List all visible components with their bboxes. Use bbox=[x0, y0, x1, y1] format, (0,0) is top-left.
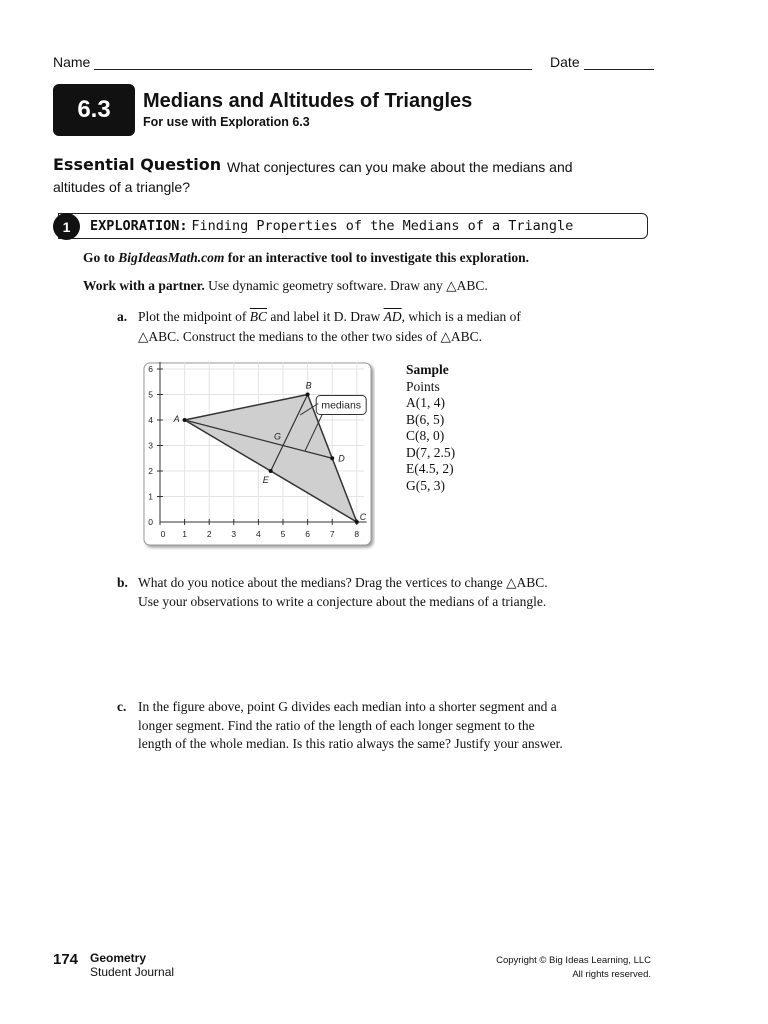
y-tick-label: 6 bbox=[148, 364, 153, 374]
date-line[interactable] bbox=[584, 55, 654, 70]
x-tick-label: 0 bbox=[160, 529, 166, 539]
x-tick-label: 1 bbox=[182, 529, 187, 539]
part-c-line3: length of the whole median. Is this ratio always the same? Justify your answer. bbox=[138, 736, 563, 751]
name-label: Name bbox=[53, 54, 91, 70]
part-b-line2: Use your observations to write a conjecture about the medians of a triangle. bbox=[138, 594, 547, 609]
segment-bc: $\overline{BC}$ bbox=[249, 309, 268, 324]
work-bold: Work with a partner. bbox=[83, 278, 205, 293]
part-c-line1: In the figure above, point G divides each median into a shorter segment and a bbox=[138, 699, 557, 714]
lesson-subtitle: For use with Exploration 6.3 bbox=[143, 115, 310, 129]
name-date-row bbox=[53, 54, 654, 70]
lesson-number-badge: 6.3 bbox=[53, 84, 135, 136]
point-label-c: C bbox=[359, 512, 367, 522]
y-tick-label: 5 bbox=[148, 389, 153, 400]
x-tick-label: 4 bbox=[256, 529, 261, 539]
essential-question-text: What conjectures can you make about the medians and altitudes of a triangle? bbox=[53, 159, 573, 195]
point-b bbox=[306, 393, 310, 397]
sample-point: E(4.5, 2) bbox=[406, 461, 454, 476]
x-tick-label: 8 bbox=[354, 529, 360, 539]
book-title bbox=[90, 951, 174, 979]
copyright bbox=[496, 954, 651, 982]
part-b-letter: b. bbox=[117, 575, 128, 590]
segment-ad: $\overline{AD}$ bbox=[383, 309, 402, 324]
book-subname: Student Journal bbox=[90, 965, 175, 979]
point-label-a: A bbox=[173, 414, 180, 424]
book-name: Geometry bbox=[90, 951, 147, 965]
point-label-d: D bbox=[338, 453, 345, 464]
point-c bbox=[355, 520, 359, 524]
sample-heading: Sample bbox=[406, 362, 449, 377]
sample-point: C(8, 0) bbox=[406, 428, 445, 443]
sample-point: G(5, 3) bbox=[406, 477, 445, 493]
part-c-line2: longer segment. Find the ratio of the length of each longer segment to the bbox=[138, 718, 535, 733]
name-line[interactable] bbox=[94, 55, 532, 70]
x-tick-label: 7 bbox=[329, 529, 335, 539]
site-link[interactable]: BigIdeasMath.com bbox=[118, 250, 225, 265]
y-tick-label: 1 bbox=[148, 491, 153, 502]
x-tick-label: 2 bbox=[206, 529, 212, 539]
part-a-line2: △ABC. Construct the medians to the other two sides of △ABC. bbox=[138, 329, 482, 344]
point-label-e: E bbox=[262, 475, 269, 485]
point-a bbox=[183, 418, 187, 422]
essential-question-label: Essential Question bbox=[53, 155, 222, 174]
y-tick-label: 4 bbox=[148, 415, 153, 425]
part-a-letter: a. bbox=[117, 309, 128, 324]
copyright-line: Copyright © Big Ideas Learning, LLC bbox=[496, 955, 651, 966]
exploration-number: 1 bbox=[53, 213, 80, 240]
sample-subheading: Points bbox=[406, 378, 440, 394]
date-label: Date bbox=[550, 54, 580, 70]
page-number: 174 bbox=[53, 951, 79, 968]
x-tick-label: 5 bbox=[280, 529, 286, 539]
point-label-g: G bbox=[274, 431, 282, 442]
goto-rest: for an interactive tool to investigate this exploration. bbox=[227, 250, 529, 265]
y-tick-label: 3 bbox=[148, 440, 153, 451]
y-tick-label: 0 bbox=[148, 517, 153, 527]
point-label-b: B bbox=[305, 380, 312, 391]
part-a-text-3: , which is a median of bbox=[401, 309, 521, 324]
part-c-letter: c. bbox=[117, 699, 127, 714]
part-a-line1 bbox=[138, 307, 521, 326]
exploration-heading bbox=[90, 218, 573, 234]
sample-points bbox=[406, 362, 455, 494]
point-e bbox=[269, 469, 273, 473]
sample-point: B(6, 5) bbox=[406, 411, 445, 427]
exploration-label: EXPLORATION: bbox=[90, 218, 188, 234]
goto-bold: Go to bbox=[83, 250, 115, 265]
work-rest: Use dynamic geometry software. Draw any △ABC. bbox=[208, 278, 488, 293]
part-b-line1: What do you notice about the medians? Drag the vertices to change △ABC. bbox=[138, 575, 548, 590]
exploration-title: Finding Properties of the Medians of a Triangle bbox=[191, 218, 574, 234]
point-d bbox=[330, 456, 334, 460]
sample-point: A(1, 4) bbox=[406, 395, 445, 410]
goto-line bbox=[83, 248, 529, 267]
part-a-text-2: and label it D. Draw bbox=[270, 309, 381, 324]
sample-point: D(7, 2.5) bbox=[406, 444, 456, 460]
y-tick-label: 2 bbox=[148, 466, 153, 476]
rights-line: All rights reserved. bbox=[572, 969, 651, 980]
callout-text: medians bbox=[321, 399, 362, 412]
lesson-title: Medians and Altitudes of Triangles bbox=[143, 90, 473, 112]
triangle-figure bbox=[143, 362, 375, 550]
work-line bbox=[83, 276, 488, 295]
x-tick-label: 3 bbox=[231, 529, 237, 539]
x-tick-label: 6 bbox=[305, 529, 310, 539]
part-a-text-1: Plot the midpoint of bbox=[138, 309, 247, 324]
